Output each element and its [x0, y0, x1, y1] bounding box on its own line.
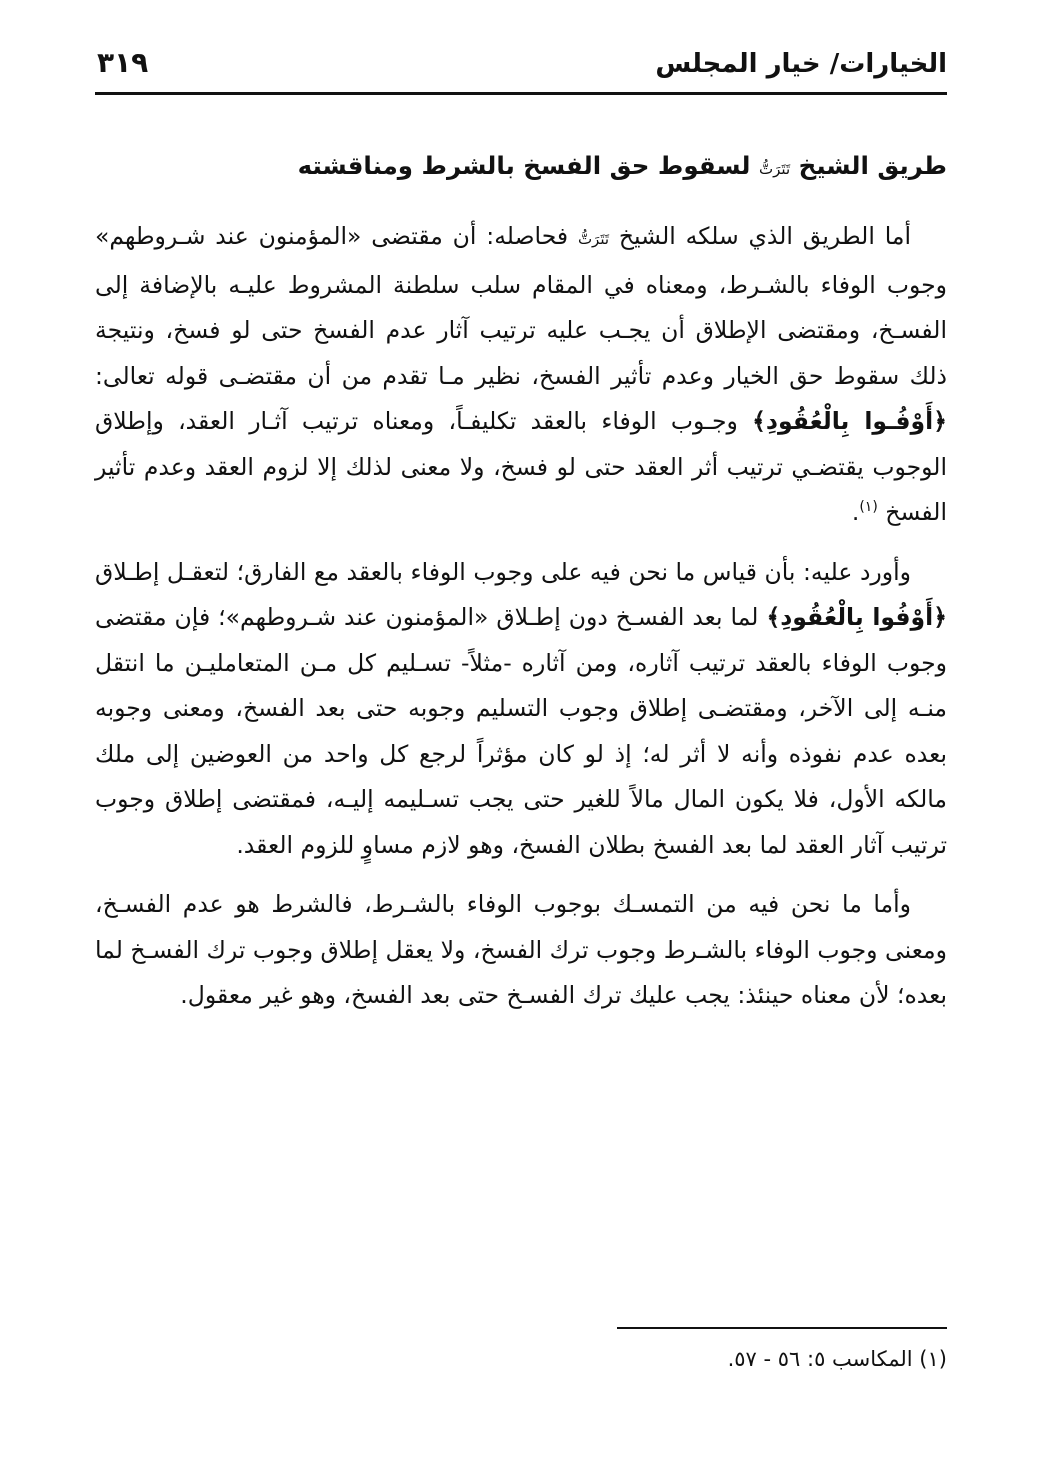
- paragraph-3: [95, 882, 947, 1019]
- quran-verse: ﴿أَوْفُـوا بِالْعُقُودِ﴾: [752, 407, 947, 435]
- paragraph-1: [95, 214, 947, 536]
- paragraph-2-part-1: وأورد عليه: بأن قياس ما نحن فيه على وجوب الوفاء بالعقد مع الفارق؛ لتعقـل إطـلاق: [95, 557, 911, 586]
- paragraph-1-part-3: وجـوب الوفاء بالعقد تكليفـاً، ومعناه ترتيب آثـار العقد، وإطلاق الوجوب يقتضـي ترتيب أثر العقد حتى لو فسخ، ولا معنى لذلك إلا لزوم العقد وعدم تأثير الفسخ: [95, 407, 947, 526]
- footnote: (١) المكاسب ٥: ٥٦ - ٥٧.: [727, 1347, 947, 1371]
- paragraph-1-end: .: [851, 498, 860, 526]
- footnote-reference: (١): [859, 499, 878, 516]
- honorific-glyph: تَتَرَتُّ: [759, 160, 791, 178]
- body-text: [95, 214, 947, 1033]
- running-title: الخيارات/ خيار المجلس: [655, 49, 947, 79]
- paragraph-1-part-2: فحاصله: أن مقتضى «المؤمنون عند شـروطهم» وجوب الوفاء بالشـرط، ومعناه في المقام سلب سلطنة المشروط عليـه بالإضافة إلى الفسـخ، ومقتضى الإطلاق أن يجـب عليه ترتيب آثار عدم الفسخ حتى لو فسخ، ونتيجة ذلك سقوط حق الخيار وعدم تأثير الفسخ، نظير مـا تقدم من أن مقتضـى قوله تعالى:: [95, 222, 947, 390]
- section-heading: [95, 146, 947, 189]
- heading-text-start: طريق الشيخ: [798, 151, 947, 180]
- page-number: ٣١٩: [97, 46, 149, 79]
- honorific-glyph: تَتَرَتُّ: [577, 230, 610, 248]
- footnote-separator: [617, 1327, 947, 1329]
- paragraph-1-part-1: أما الطريق الذي سلكه الشيخ: [618, 222, 911, 250]
- heading-text-end: لسقوط حق الفسخ بالشرط ومناقشته: [297, 151, 751, 180]
- paragraph-3-text: وأما ما نحن فيه من التمسـك بوجوب الوفاء بالشـرط، فالشرط هو عدم الفسـخ، ومعنى وجوب الوفاء بالشـرط وجوب ترك الفسخ، ولا يعقل إطلاق وجوب ترك الفسـخ لما بعده؛ لأن معناه حينئذ: يجب عليك ترك الفسـخ حتى بعد الفسخ، وهو غير معقول.: [95, 890, 947, 1009]
- book-page: [95, 40, 947, 1440]
- quran-verse: ﴿أَوْفُوا بِالْعُقُودِ﴾: [766, 603, 947, 631]
- page-header: [95, 40, 947, 95]
- paragraph-2-part-2: لما بعد الفسـخ دون إطـلاق «المؤمنون عند شـروطهم»؛ فإن مقتضى وجوب الوفاء بالعقد ترتيب آثاره، ومن آثاره -مثلاً- تسـليم كل مـن المتعامليـن ما انتقل منـه إلى الآخر، ومقتضـى إطلاق وجوب التسليم وجوبه حتى بعد الفسخ، ومعنى وجوبه بعده عدم نفوذه وأنه لا أثر له؛ إذ لو كان مؤثراً لرجع كل واحد من العوضين إلى ملك مالكه الأول، فلا يكون المال مالاً للغير حتى يجب تسـليمه إليـه، فمقتضى إطلاق وجوب ترتيب آثار العقد لما بعد الفسخ بطلان الفسخ، وهو لازم مساوٍ للزوم العقد.: [95, 603, 947, 859]
- paragraph-2: [95, 550, 947, 869]
